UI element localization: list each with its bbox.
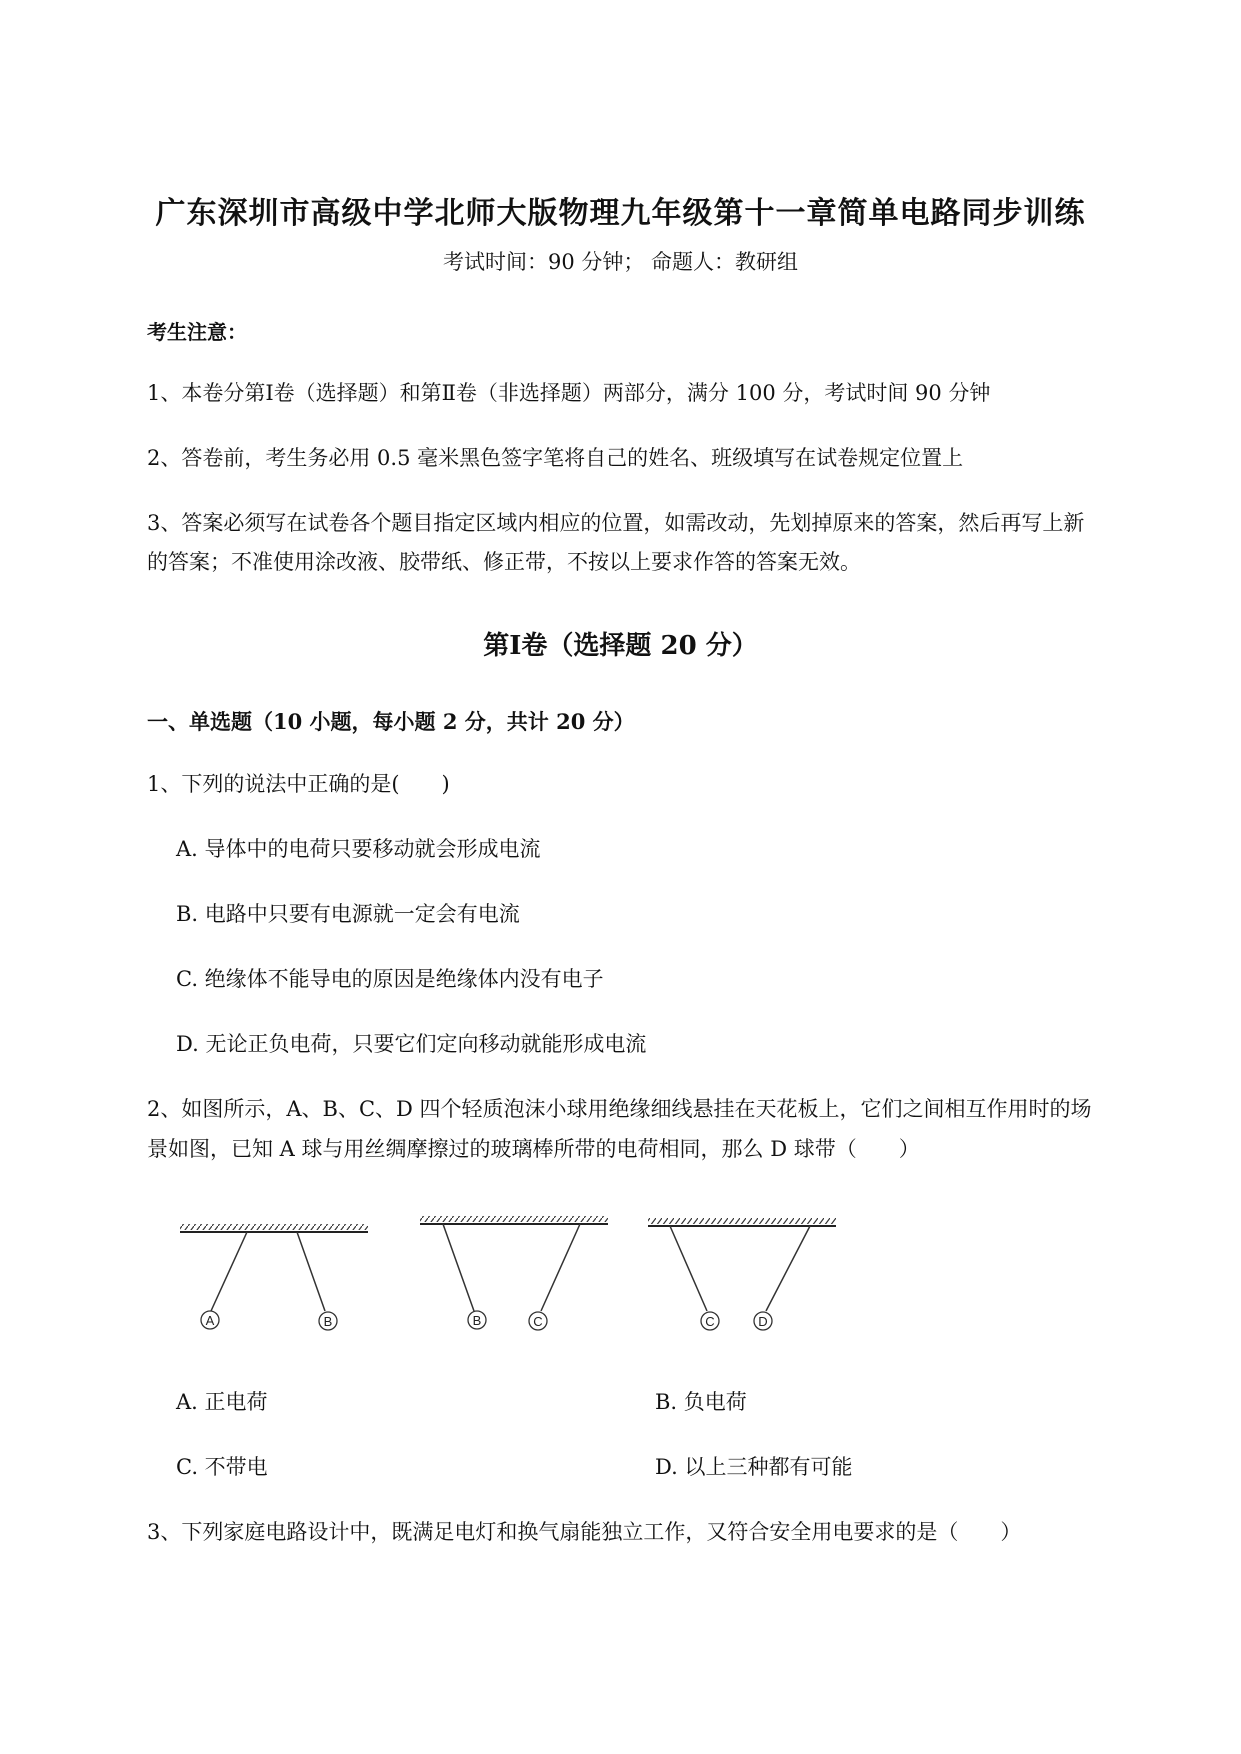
question-1-option-b: B. 电路中只要有电源就一定会有电流 — [176, 902, 520, 926]
question-3-stem: 3、下列家庭电路设计中，既满足电灯和换气扇能独立工作，又符合安全用电要求的是（ ） — [147, 1520, 1022, 1544]
figure-panel-b-c — [420, 1216, 608, 1330]
thread — [443, 1224, 474, 1311]
ball-label: A — [205, 1313, 215, 1328]
ceiling-hatch — [180, 1224, 368, 1230]
ball-label: D — [758, 1314, 768, 1329]
part-heading: 一、单选题（10 小题，每小题 2 分，共计 20 分） — [147, 709, 635, 734]
suspended-balls-figure — [170, 1210, 850, 1340]
question-1-option-c: C. 绝缘体不能导电的原因是绝缘体内没有电子 — [176, 967, 604, 991]
question-2-option-b: B. 负电荷 — [655, 1390, 747, 1414]
question-2-option-d: D. 以上三种都有可能 — [655, 1455, 853, 1479]
question-2-option-a: A. 正电荷 — [176, 1390, 268, 1414]
question-2-option-c: C. 不带电 — [176, 1455, 268, 1479]
ceiling-hatch — [420, 1216, 608, 1222]
question-1-option-d: D. 无论正负电荷，只要它们定向移动就能形成电流 — [176, 1032, 647, 1056]
notice-item-3-cont: 的答案；不准使用涂改液、胶带纸、修正带，不按以上要求作答的答案无效。 — [147, 550, 861, 574]
ball-label: B — [323, 1314, 333, 1329]
thread — [541, 1224, 580, 1311]
notice-item-1: 1、本卷分第Ⅰ卷（选择题）和第Ⅱ卷（非选择题）两部分，满分 100 分，考试时间 90 分钟 — [147, 381, 991, 405]
question-2-stem-line-2: 景如图，已知 A 球与用丝绸摩擦过的玻璃棒所带的电荷相同，那么 D 球带（ ） — [147, 1137, 920, 1161]
ball-label: C — [705, 1314, 715, 1329]
question-1-stem: 1、下列的说法中正确的是( ) — [147, 772, 450, 796]
notice-heading: 考生注意： — [147, 320, 247, 344]
thread — [670, 1226, 707, 1311]
figure-panel-a-b — [180, 1224, 368, 1330]
question-1-option-a: A. 导体中的电荷只要移动就会形成电流 — [176, 837, 541, 861]
thread — [297, 1232, 325, 1311]
thread — [766, 1226, 810, 1311]
exam-info: 考试时间：90 分钟； 命题人：教研组 — [442, 250, 799, 274]
ball-label: C — [533, 1314, 543, 1329]
ball-label: B — [472, 1313, 482, 1328]
question-2-stem-line-1: 2、如图所示，A、B、C、D 四个轻质泡沫小球用绝缘细线悬挂在天花板上，它们之间相互作用时的场 — [147, 1097, 1092, 1121]
notice-item-2: 2、答卷前，考生务必用 0.5 毫米黑色签字笔将自己的姓名、班级填写在试卷规定位置上 — [147, 446, 964, 470]
thread — [211, 1232, 247, 1311]
section-title: 第Ⅰ卷（选择题 20 分） — [483, 631, 758, 661]
notice-item-3: 3、答案必须写在试卷各个题目指定区域内相应的位置，如需改动，先划掉原来的答案，然后再写上新 — [147, 511, 1085, 535]
document-title: 广东深圳市高级中学北师大版物理九年级第十一章简单电路同步训练 — [155, 196, 1086, 231]
figure-panel-c-d — [648, 1218, 836, 1330]
ceiling-hatch — [648, 1218, 836, 1224]
